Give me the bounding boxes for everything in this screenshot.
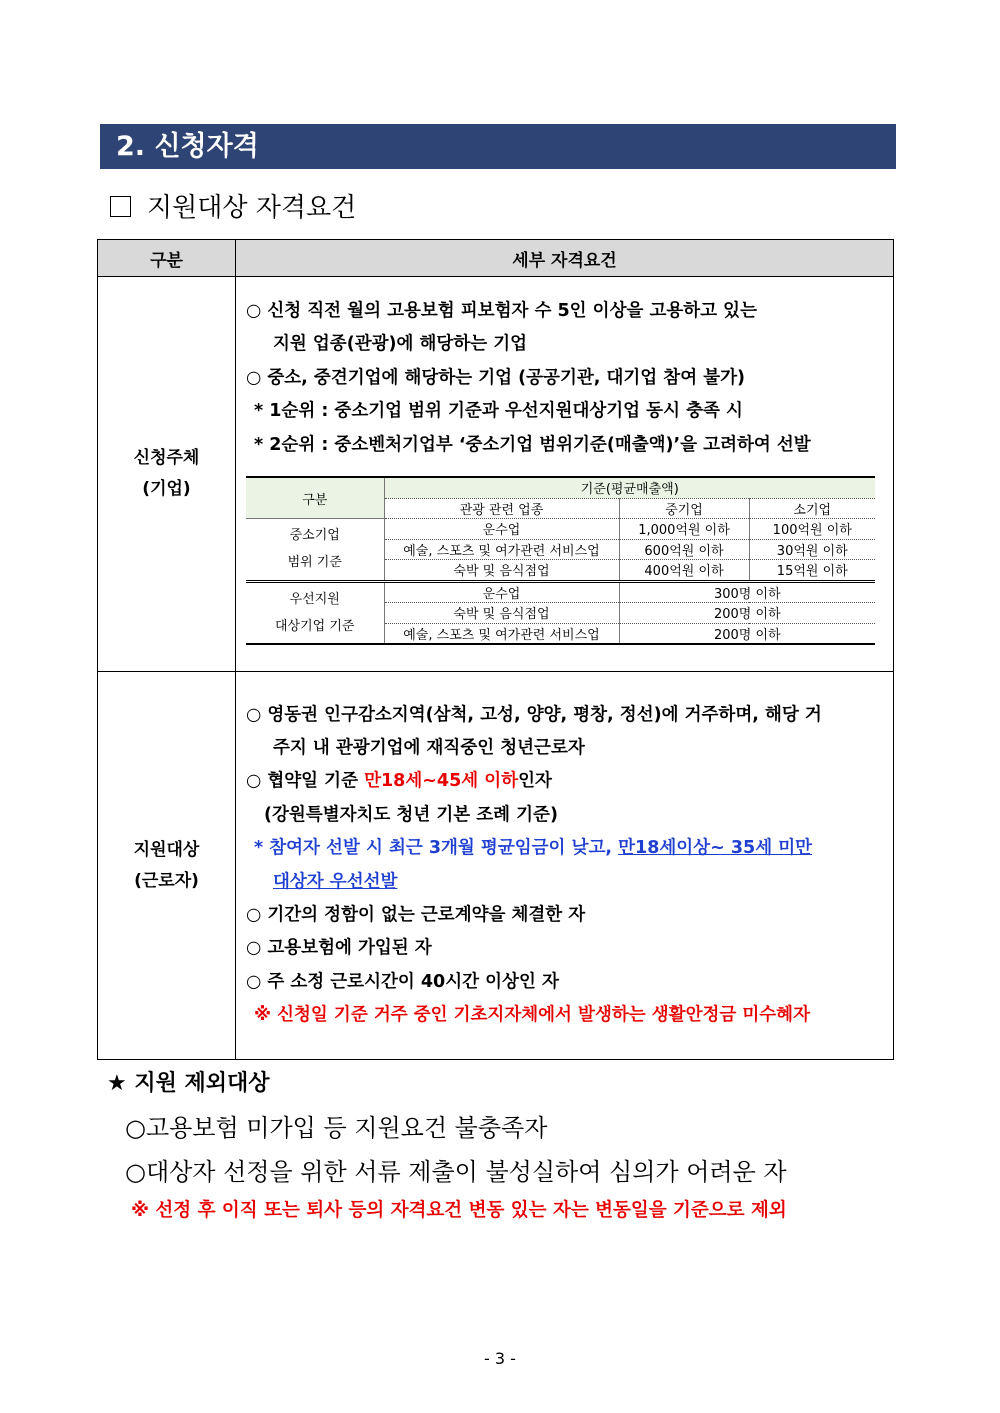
section-title: 2. 신청자격 [100,124,896,169]
category-label: 지원대상 [133,839,200,860]
criteria-header-row [246,477,875,498]
criteria-group-sme: 중소기업 범위 기준 [246,519,384,582]
category-applicant [98,277,236,672]
priority-age-highlight: 만18세이상~ 35세 미만 [618,838,812,859]
criteria-medium: 600억원 이하 [619,539,749,560]
criteria-header-small: 소기업 [749,498,875,519]
criteria-industry: 숙박 및 음식점업 [384,560,619,582]
col-header-category: 구분 [98,240,236,277]
req-line: * 1순위 : 중소기업 범위 기준과 우선지원대상기업 동시 충족 시 [254,401,743,422]
table-row [246,519,875,540]
req-line-priority-cont: 대상자 우선선발 [273,871,398,892]
exclusion-note: ※ 선정 후 이직 또는 퇴사 등의 자격요건 변동 있는 자는 변동일을 기준으로 제외 [131,1200,787,1221]
page-number: - 3 - [484,1349,516,1368]
req-line: ○ 기간의 정함이 없는 근로계약을 체결한 자 [246,904,586,925]
col-header-detail: 세부 자격요건 [236,240,894,277]
row-worker [98,672,894,1060]
criteria-small: 15억원 이하 [749,560,875,582]
age-range-highlight: 만18세~45세 이하 [364,771,519,792]
req-line: ○ 영동권 인구감소지역(삼척, 고성, 양양, 평창, 정선)에 거주하며, 해당 거 [246,704,822,725]
criteria-medium: 400억원 이하 [619,560,749,582]
table-header-row [98,240,894,277]
criteria-medium: 1,000억원 이하 [619,519,749,540]
req-line: ○ 주 소정 근로시간이 40시간 이상인 자 [246,971,559,992]
criteria-small: 30억원 이하 [749,539,875,560]
criteria-value: 300명 이하 [619,581,875,603]
criteria-industry: 예술, 스포츠 및 여가관련 서비스업 [384,623,619,644]
req-line-age: ○ 협약일 기준 만18세~45세 이하인자 [246,771,552,792]
exclusion-item: ○고용보험 미가입 등 지원요건 불충족자 [125,1114,548,1142]
criteria-industry: 운수업 [384,581,619,603]
detail-worker [236,672,894,1060]
criteria-industry: 숙박 및 음식점업 [384,603,619,624]
criteria-industry: 예술, 스포츠 및 여가관련 서비스업 [384,539,619,560]
exclusion-item: ○대상자 선정을 위한 서류 제출이 불성실하여 심의가 어려운 자 [125,1158,787,1186]
req-line: 주지 내 관광기업에 재직중인 청년근로자 [273,737,585,758]
detail-applicant [236,277,894,672]
criteria-small: 100억원 이하 [749,519,875,540]
req-line: ○ 중소, 중견기업에 해당하는 기업 (공공기관, 대기업 참여 불가) [246,367,746,388]
checkbox-square-icon [110,196,131,217]
exclusion-heading: ★ 지원 제외대상 [107,1071,270,1096]
req-line-note: ※ 신청일 기준 거주 중인 기초지자체에서 발생하는 생활안정금 미수혜자 [254,1005,810,1026]
criteria-header-group: 구분 [246,477,384,519]
eligibility-table [97,239,894,1060]
criteria-industry: 운수업 [384,519,619,540]
req-line: (강원특별자치도 청년 기본 조례 기준) [264,804,558,825]
subheading-text: 지원대상 자격요건 [147,193,357,223]
criteria-value: 200명 이하 [619,623,875,644]
criteria-header-industry: 관광 관련 업종 [384,498,619,519]
criteria-table [246,476,875,645]
req-line: * 2순위 : 중소벤처기업부 ‘중소기업 범위기준(매출액)’을 고려하여 선발 [254,434,811,455]
criteria-group-priority: 우선지원 대상기업 기준 [246,581,384,644]
req-line: 지원 업종(관광)에 해당하는 기업 [273,334,528,355]
table-row [246,581,875,603]
category-sublabel: (근로자) [134,870,199,891]
criteria-header-medium: 중기업 [619,498,749,519]
req-line-priority: * 참여자 선발 시 최근 3개월 평균임금이 낮고, 만18세이상~ 35세 미만 [254,838,812,859]
req-line: ○ 신청 직전 월의 고용보험 피보험자 수 5인 이상을 고용하고 있는 [246,301,757,321]
criteria-header-standard: 기준(평균매출액) [384,477,875,498]
row-applicant [98,277,894,672]
subheading [110,187,356,224]
category-label: 신청주체 [133,448,200,469]
criteria-value: 200명 이하 [619,603,875,624]
category-sublabel: (기업) [142,479,191,500]
category-worker [98,672,236,1060]
req-line: ○ 고용보험에 가입된 자 [246,938,432,959]
